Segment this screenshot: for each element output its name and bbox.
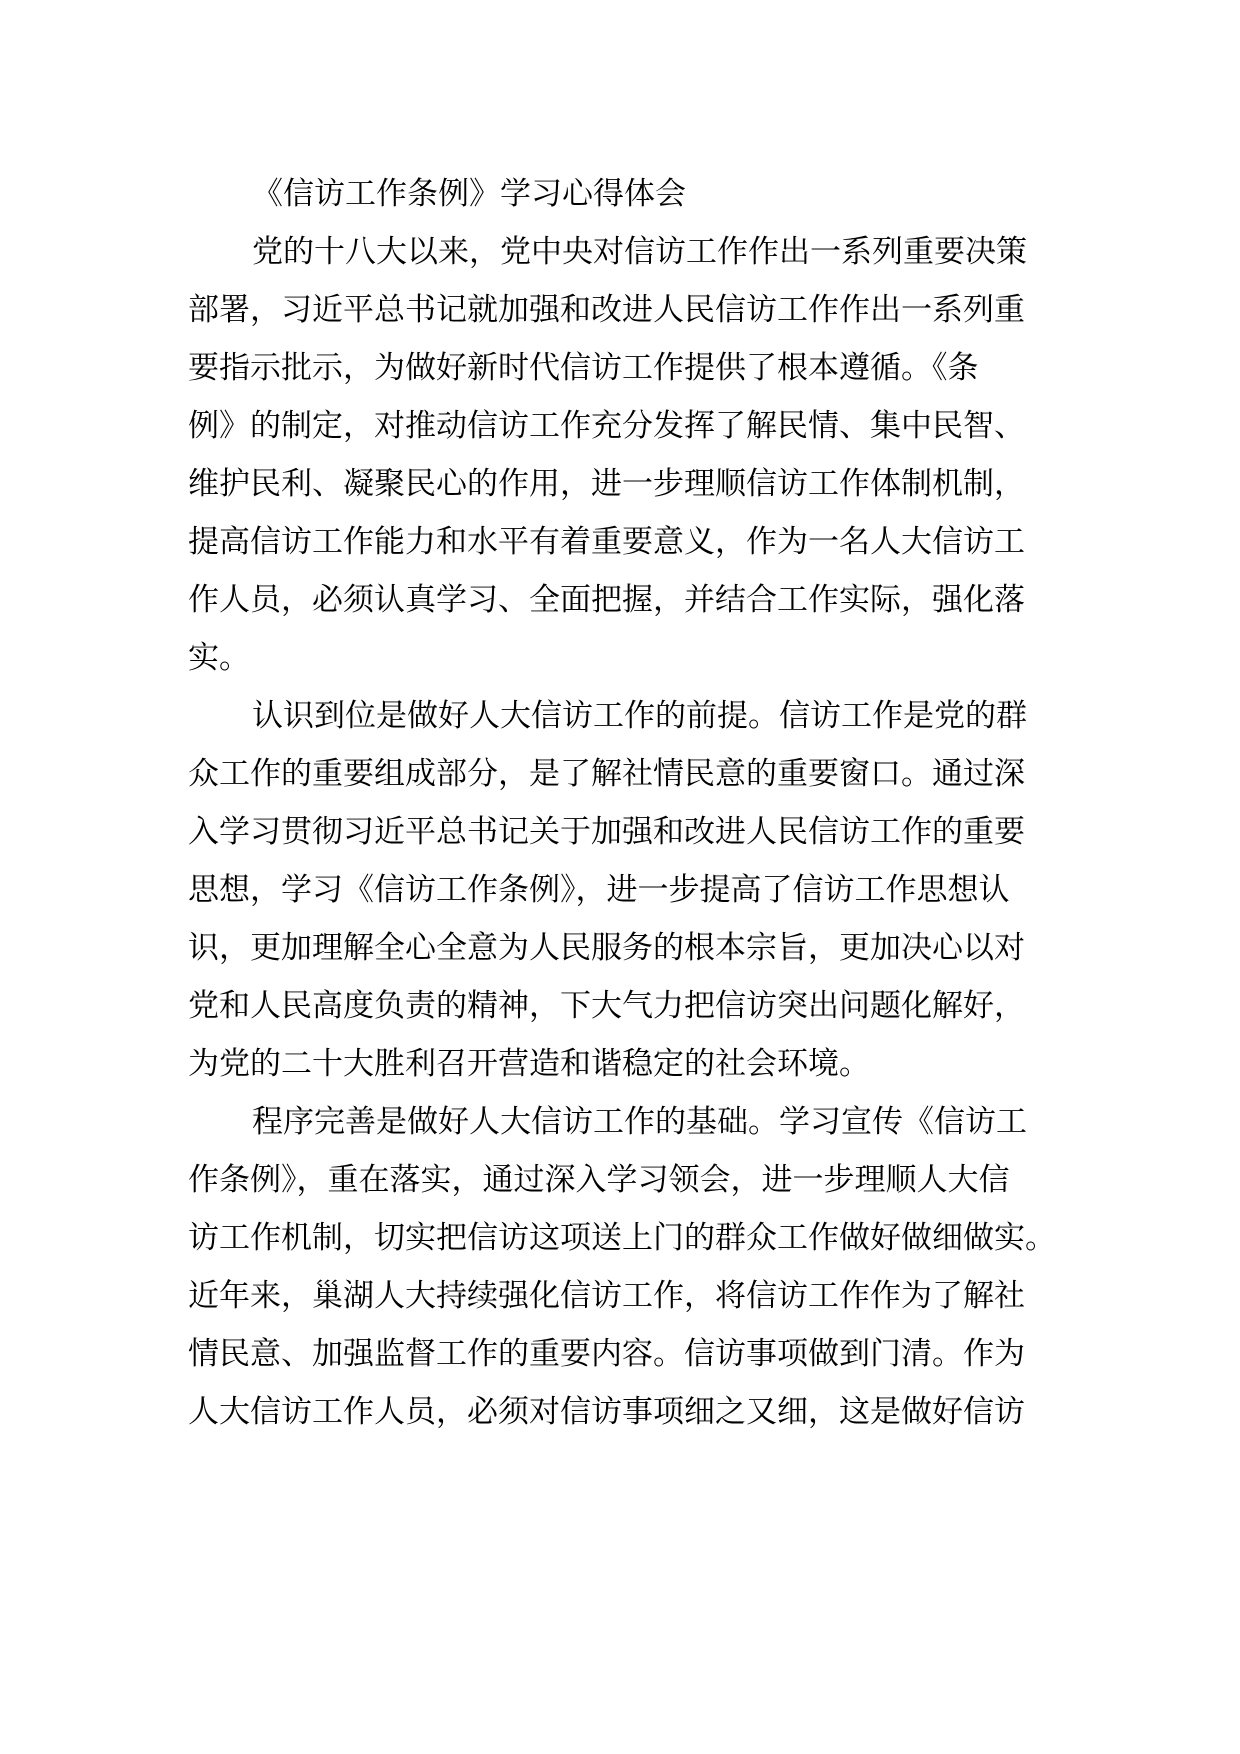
paragraph-1-line-4: 例》的制定，对推动信访工作充分发挥了解民情、集中民智、 (188, 408, 1025, 444)
paragraph-2-line-7: 为党的二十大胜利召开营造和谐稳定的社会环境。 (188, 1046, 870, 1082)
paragraph-1-line-5: 维护民利、凝聚民心的作用，进一步理顺信访工作体制机制， (188, 466, 1025, 502)
paragraph-3-line-2: 作条例》，重在落实，通过深入学习领会，进一步理顺人大信 (188, 1162, 1010, 1198)
paragraph-2-line-6: 党和人民高度负责的精神，下大气力把信访突出问题化解好， (188, 988, 1025, 1024)
paragraph-1-line-3: 要指示批示，为做好新时代信访工作提供了根本遵循。《条 (188, 350, 979, 386)
paragraph-1-line-6: 提高信访工作能力和水平有着重要意义，作为一名人大信访工 (188, 524, 1025, 560)
paragraph-2-line-3: 入学习贯彻习近平总书记关于加强和改进人民信访工作的重要 (188, 814, 1025, 850)
paragraph-1-line-8: 实。 (188, 640, 250, 676)
paragraph-3-line-1: 程序完善是做好人大信访工作的基础。学习宣传《信访工 (252, 1104, 1027, 1140)
paragraph-3-line-5: 情民意、加强监督工作的重要内容。信访事项做到门清。作为 (188, 1336, 1025, 1372)
paragraph-2-line-5: 识，更加理解全心全意为人民服务的根本宗旨，更加决心以对 (188, 930, 1025, 966)
paragraph-3-line-3: 访工作机制，切实把信访这项送上门的群众工作做好做细做实。 (188, 1220, 1056, 1256)
paragraph-2-line-1: 认识到位是做好人大信访工作的前提。信访工作是党的群 (252, 698, 1027, 734)
paragraph-1-line-7: 作人员，必须认真学习、全面把握，并结合工作实际，强化落 (188, 582, 1025, 618)
paragraph-3-line-4: 近年来，巢湖人大持续强化信访工作，将信访工作作为了解社 (188, 1278, 1025, 1314)
document-title: 《信访工作条例》学习心得体会 (252, 176, 686, 212)
paragraph-3-line-6: 人大信访工作人员，必须对信访事项细之又细，这是做好信访 (188, 1394, 1025, 1430)
paragraph-1-line-2: 部署，习近平总书记就加强和改进人民信访工作作出一系列重 (188, 292, 1025, 328)
paragraph-2-line-4: 思想，学习《信访工作条例》，进一步提高了信访工作思想认 (188, 872, 1010, 908)
paragraph-1-line-1: 党的十八大以来，党中央对信访工作作出一系列重要决策 (252, 234, 1027, 270)
paragraph-2-line-2: 众工作的重要组成部分，是了解社情民意的重要窗口。通过深 (188, 756, 1025, 792)
